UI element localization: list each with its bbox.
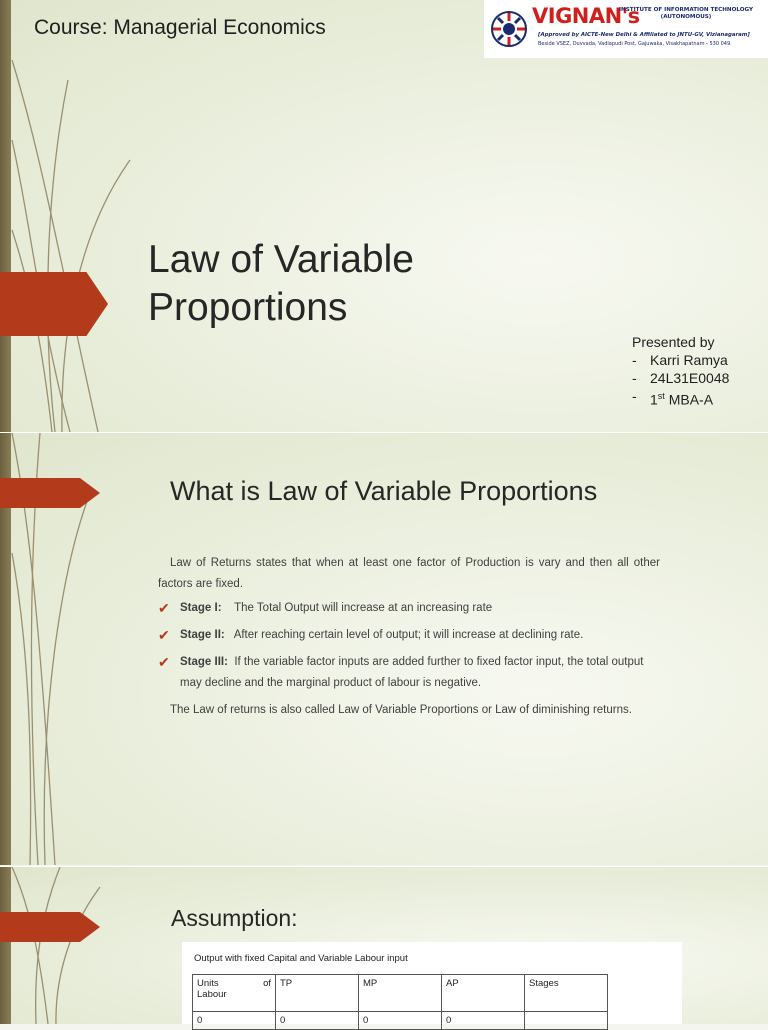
institute-logo	[484, 0, 768, 58]
table-header-row	[193, 975, 608, 1012]
data-table	[192, 974, 608, 1030]
units-word: Units	[197, 978, 219, 989]
slide-title	[148, 236, 414, 332]
logo-institute	[616, 7, 756, 21]
course-title: Course: Managerial Economics	[34, 16, 326, 39]
stage-description: If the variable factor inputs are added further to fixed factor input, the total output may decline and the marginal product of labour is negative.	[180, 656, 644, 689]
table-caption: Output with fixed Capital and Variable Labour input	[194, 953, 408, 964]
table-cell: 0	[359, 1012, 442, 1030]
col-header-mp: MP	[359, 975, 442, 1012]
stage-text	[180, 625, 583, 646]
logo-address: Beside VSEZ, Duvvada, Vadlapudi Post, Gajuwaka, Visakhapatnam - 530 049.	[538, 41, 732, 47]
stage-text	[180, 652, 660, 694]
decorative-swirl-icon	[0, 867, 120, 1024]
dash-marker: -	[632, 370, 637, 386]
red-arrow-tab-icon	[0, 478, 100, 508]
checkmark-icon: ✔	[158, 627, 170, 643]
col-header-ap: AP	[442, 975, 525, 1012]
section-heading: What is Law of Variable Proportions	[170, 476, 598, 506]
list-item	[158, 652, 660, 694]
presenter-list	[632, 351, 729, 409]
closing-paragraph: The Law of returns is also called Law of Variable Proportions or Law of diminishing returns.	[170, 704, 632, 716]
class-rest: MBA-A	[664, 391, 714, 408]
class-superscript: st	[657, 391, 665, 401]
stage-text	[180, 598, 492, 619]
slide-title-line1: Law of Variable	[148, 238, 414, 281]
table-cell	[525, 1012, 608, 1030]
presenter-name: Karri Ramya	[650, 352, 728, 368]
vignan-emblem-icon	[490, 8, 528, 50]
stage-label: Stage II:	[180, 629, 225, 641]
logo-approved: [Approved by AICTE-New Delhi & Affiliated to JNTU-GV, Vizianagaram]	[538, 32, 750, 38]
labour-word: Labour	[197, 989, 227, 1000]
list-item	[158, 625, 660, 646]
table-row	[193, 1012, 608, 1030]
table-panel	[182, 942, 682, 1024]
presenter-roll: 24L31E0048	[650, 370, 730, 386]
presented-by-label: Presented by	[632, 334, 715, 350]
checkmark-icon: ✔	[158, 600, 170, 616]
checkmark-icon: ✔	[158, 654, 170, 670]
class-number: 1	[650, 391, 658, 408]
decorative-swirl-icon	[0, 0, 140, 432]
stage-label: Stage III:	[180, 656, 228, 668]
presenter-class	[650, 387, 713, 409]
section-heading: Assumption:	[171, 905, 298, 931]
presenter-block	[632, 333, 729, 409]
of-word: of	[263, 978, 271, 989]
slide-title-line2: Proportions	[148, 286, 348, 329]
list-item	[632, 387, 729, 409]
list-item	[632, 351, 729, 369]
intro-paragraph: Law of Returns states that when at least one factor of Production is vary and then all other factors are fixed.	[158, 557, 660, 590]
col-header-stages: Stages	[525, 975, 608, 1012]
stage-label: Stage I:	[180, 602, 222, 614]
stage-description: After reaching certain level of output; it will increase at declining rate.	[233, 629, 584, 641]
col-header-tp: TP	[276, 975, 359, 1012]
table-cell: 0	[193, 1012, 276, 1030]
logo-institute-line1: INSTITUTE OF INFORMATION TECHNOLOGY	[618, 7, 754, 13]
table-cell: 0	[442, 1012, 525, 1030]
list-item	[632, 369, 729, 387]
col-header-units	[193, 975, 276, 1012]
list-item	[158, 598, 660, 619]
dash-marker: -	[632, 352, 637, 368]
definition-body	[158, 553, 660, 724]
red-arrow-tab-icon	[0, 272, 108, 336]
dash-marker: -	[632, 388, 637, 404]
title-slide	[0, 0, 768, 432]
table-cell: 0	[276, 1012, 359, 1030]
logo-institute-line2: (AUTONOMOUS)	[660, 14, 712, 20]
logo-name: VIGNAN's	[532, 4, 640, 28]
red-arrow-tab-icon	[0, 912, 100, 942]
stage-description: The Total Output will increase at an increasing rate	[234, 602, 493, 614]
